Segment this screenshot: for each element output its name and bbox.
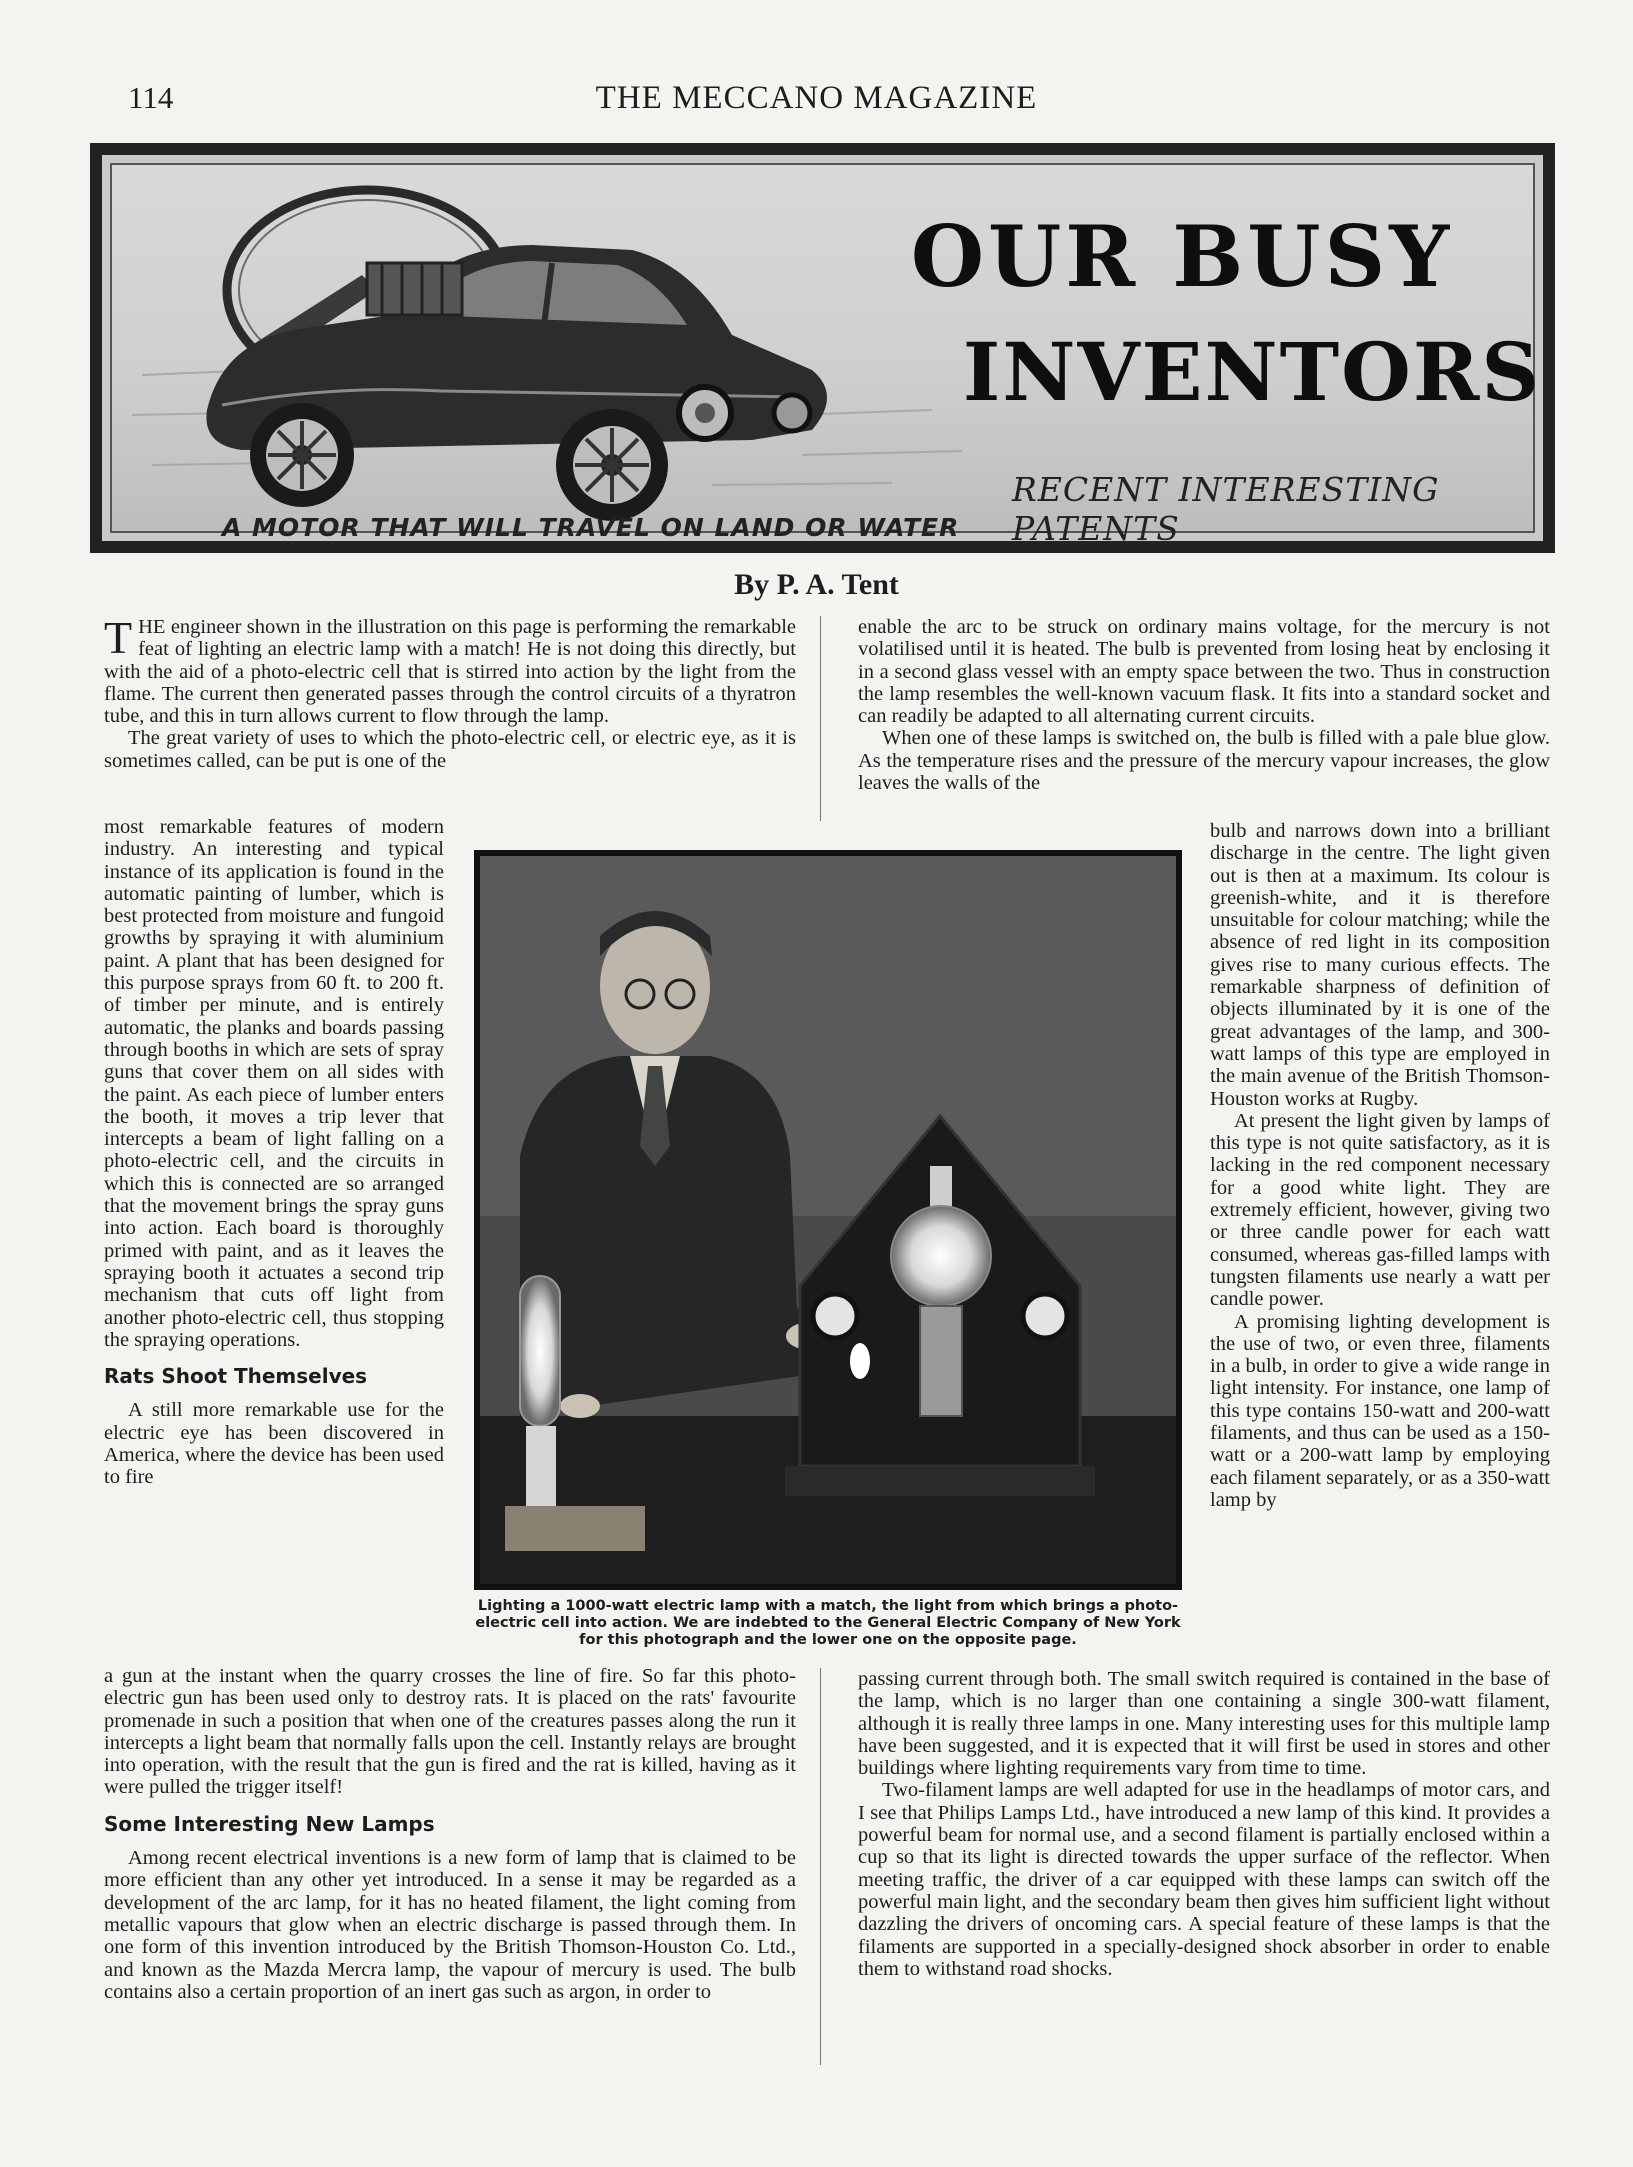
banner-panel <box>110 163 1542 548</box>
headline-line-1: OUR BUSY <box>910 207 1454 306</box>
paragraph-5: When one of these lamps is switched on, the bulb is filled with a pale blue glow. As the temperature rises and the pressure of the mercury vapour increases, the glow leaves the walls of the <box>858 727 1550 795</box>
drop-cap: T <box>104 612 133 663</box>
paragraph-6: At present the light given by lamps of this type is not quite satisfactory, as it is lacking in the red component necessary for a good white light. They are extremely efficient, however, giving two or three candle power for each watt consumed, whereas gas-filled lamps with tungsten filaments use nearly a watt per candle power. <box>1210 1109 1550 1311</box>
paragraph-3-continued: a gun at the instant when the quarry crosses the line of fire. So far this photo-electric gun has been used only to destroy rats. It is placed on the rats' favourite promenade in such a position that when one of the creatures passes along the run it intercepts a light beam that normally falls upon the cell. Instantly relays are brought into operation, with the result that the gun is fired and the rat is killed, having as it were pulled the trigger itself! <box>104 1665 796 1799</box>
column-rule-bottom <box>820 1668 821 2065</box>
left-column-top <box>104 612 796 772</box>
paragraph-5-continued: bulb and narrows down into a brilliant discharge in the centre. The light given out is then at a maximum. Its colour is greenish-white, and it is therefore unsuitable for colour matching; while the absence of red light in its composition gives rise to many curious effects. The remarkable sharpness of definition of objects illuminated by it is one of the great advantages of the lamp, and 300-watt lamps of this type are employed in the main avenue of the British Thomson-Houston works at Rugby. <box>1210 820 1550 1110</box>
banner-subtitle: RECENT INTERESTING PATENTS <box>1012 470 1440 548</box>
paragraph-8: Two-filament lamps are well adapted for use in the headlamps of motor cars, and I see that Philips Lamps Ltd., have introduced a new lamp of this kind. It provides a powerful beam for normal use, and a second filament is partially enclosed within a cup so that its light is directed towards the upper surface of the reflector. When meeting traffic, the driver of a car equipped with these lamps can switch off the powerful main light, and the secondary beam then gives him sufficient light without dazzling the drivers of oncoming cars. A special feature of these lamps is that the filaments are supported in a specially-designed shock absorber in order to enable them to withstand road shocks. <box>858 1779 1550 1980</box>
figure-caption: Lighting a 1000-watt electric lamp with a match, the light from which brings a photo-electric cell into action. We are indebted to the General Electric Company of New York for this photograph and the lower one on the opposite page. <box>475 1598 1181 1648</box>
headline-line-2: INVENTORS <box>962 325 1542 419</box>
left-column-bottom <box>104 1665 796 2003</box>
banner-caption: A MOTOR THAT WILL TRAVEL ON LAND OR WATER <box>222 513 960 542</box>
right-column-bottom <box>858 1668 1550 1980</box>
right-column-narrow <box>1210 820 1550 1511</box>
paragraph-4: Among recent electrical inventions is a new form of lamp that is claimed to be more efficient than any other yet introduced. In a sense it may be regarded as a development of the arc lamp, for it has no heated filament, the light coming from metallic vapours that glow when an electric discharge is passed through them. In one form of this invention introduced by the British Thomson-Houston Co. Ltd., and known as the Mazda Mercra lamp, the vapour of mercury is used. The bulb contains also a certain proportion of an inert gas such as argon, in order to <box>104 1847 796 2003</box>
paragraph-3: A still more remarkable use for the electric eye has been discovered in America, where the device has been used to fire <box>104 1399 444 1489</box>
paragraph-7-continued: passing current through both. The small switch required is contained in the base of the lamp, which is no larger than one containing a single 300-watt filament, although it is really three lamps in one. Many interesting uses for this multiple lamp have been suggested, and it is expected that it will first be used in stores and other buildings where lighting requirements vary from time to time. <box>858 1668 1550 1780</box>
paragraph-7: A promising lighting development is the use of two, or even three, filaments in a bulb, in order to give a wide range in light intensity. For instance, one lamp of this type contains 150-watt and 200-watt filaments, and thus can be used as a 150-watt or a 200-watt lamp by employing each filament separately, or as a 350-watt lamp by <box>1210 1310 1550 1511</box>
photograph-engineer-lighting-lamp <box>474 850 1182 1590</box>
left-column-narrow <box>104 816 444 1489</box>
paragraph-4-continued: enable the arc to be struck on ordinary mains voltage, for the mercury is not volatilised until it is heated. The bulb is prevented from losing heat by enclosing it in a second glass vessel with an empty space between the two. Thus in construction the lamp resembles the well-known vacuum flask. It fits into a standard socket and can readily be adapted to all alternating current circuits. <box>858 616 1550 728</box>
byline: By P. A. Tent <box>734 568 899 601</box>
subhead-new-lamps: Some Interesting New Lamps <box>104 1811 435 1836</box>
running-head: THE MECCANO MAGAZINE <box>595 80 1038 116</box>
page-number: 114 <box>128 80 174 115</box>
column-rule-top <box>820 616 821 821</box>
subhead-rats-shoot-themselves: Rats Shoot Themselves <box>104 1364 368 1389</box>
paragraph-1: THE engineer shown in the illustration on this page is performing the remarkable feat of lighting an electric lamp with a match! He is not doing this directly, but with the aid of a photo-electric cell that is stirred into action by the light from the flame. The current then generated passes through the control circuits of a thyratron tube, and this in turn allows current to flow through the lamp. <box>104 612 796 728</box>
paragraph-2: The great variety of uses to which the photo-electric cell, or electric eye, as it is sometimes called, can be put is one of the <box>104 727 796 772</box>
title-banner <box>90 143 1555 553</box>
paragraph-2-continued: most remarkable features of modern industry. An interesting and typical instance of its application is found in the automatic painting of lumber, which is best protected from moisture and fungoid growths by spraying it with aluminium paint. A plant that has been designed for this purpose sprays from 60 ft. to 200 ft. of timber per minute, and is entirely automatic, the planks and boards passing through booths in which are sets of spray guns that cover them on all sides with the paint. As each piece of lumber enters the booth, it moves a trip lever that intercepts a beam of light falling on a photo-electric cell, and the circuits in which this is connected are so arranged that the movement brings the spray guns into action. Each board is thoroughly primed with paint, and as it leaves the spraying booth it actuates a second trip mechanism that cuts off light from another photo-electric cell, thus stopping the spraying operations. <box>104 816 444 1351</box>
right-column-top <box>858 616 1550 794</box>
photo-illustration <box>480 856 1176 1584</box>
